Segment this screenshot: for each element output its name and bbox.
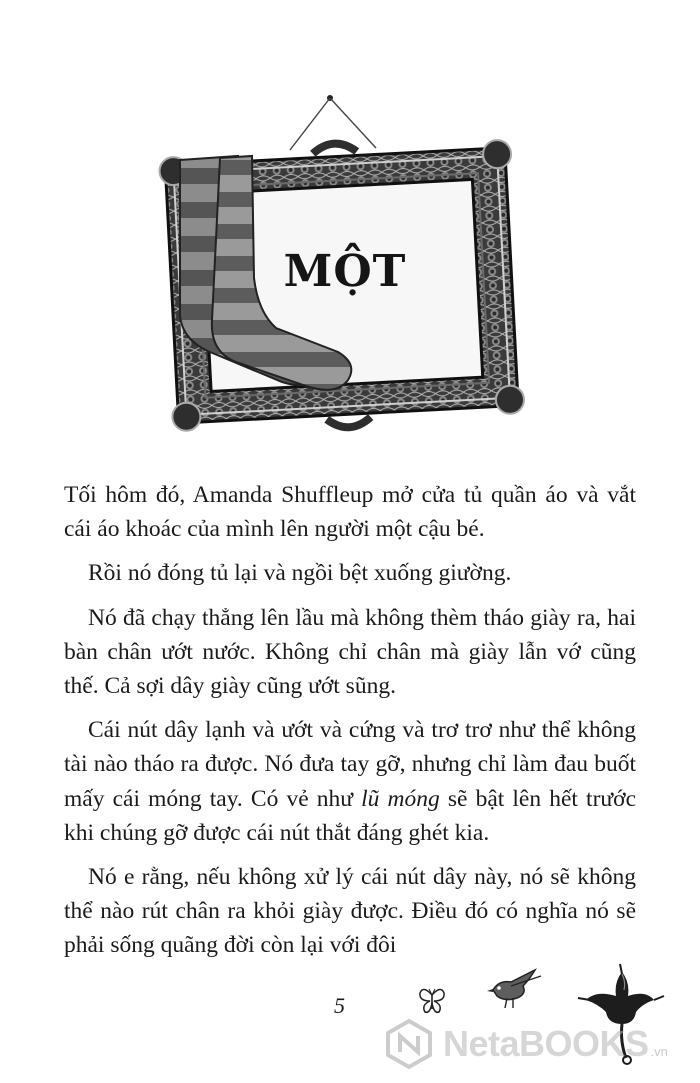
paragraph: Nó đã chạy thẳng lên lầu mà không thèm tháo giày ra, hai bàn chân ướt nước. Không chỉ chân mà giày lẫn vớ cũng thế. Cả sợi dây giày cũng ướt sũng.	[64, 604, 636, 700]
butterfly-icon	[417, 987, 447, 1015]
page-number: 5	[334, 993, 345, 1018]
netabooks-logo-icon	[383, 1018, 435, 1070]
bird-icon	[483, 964, 545, 1012]
watermark-suffix: .vn	[650, 1043, 668, 1059]
emphasized-text: lũ móng	[361, 785, 440, 812]
paragraph: Nó e rằng, nếu không xử lý cái nút dây này, nó sẽ không thể nào rút chân ra khỏi giày được. Điều đó có nghĩa nó sẽ phải sống quãng đời còn lại với đôi	[64, 864, 636, 959]
paragraph-text: sẽ bật lên hết trước khi chúng gỡ được cái nút thắt đáng ghét kia.	[64, 785, 637, 846]
paragraph: Tối hôm đó, Amanda Shuffleup mở cửa tủ quần áo và vắt cái áo khoác của mình lên người một cậu bé.	[64, 482, 636, 543]
paragraph: Rồi nó đóng tủ lại và ngồi bệt xuống giường.	[88, 560, 512, 587]
paragraph	[64, 713, 636, 850]
chapter-body	[64, 478, 636, 973]
paragraph-text: Cái nút dây lạnh và ướt và cứng và trơ trơ như thể không tài nào tháo ra được. Nó đưa tay gỡ, nhưng chỉ làm đau buốt mấy cái móng tay. Có vẻ như	[64, 717, 636, 812]
chapter-title: MỘT	[283, 246, 407, 297]
watermark	[383, 1012, 695, 1076]
watermark-brand: NetaBOOKS	[443, 1023, 649, 1064]
